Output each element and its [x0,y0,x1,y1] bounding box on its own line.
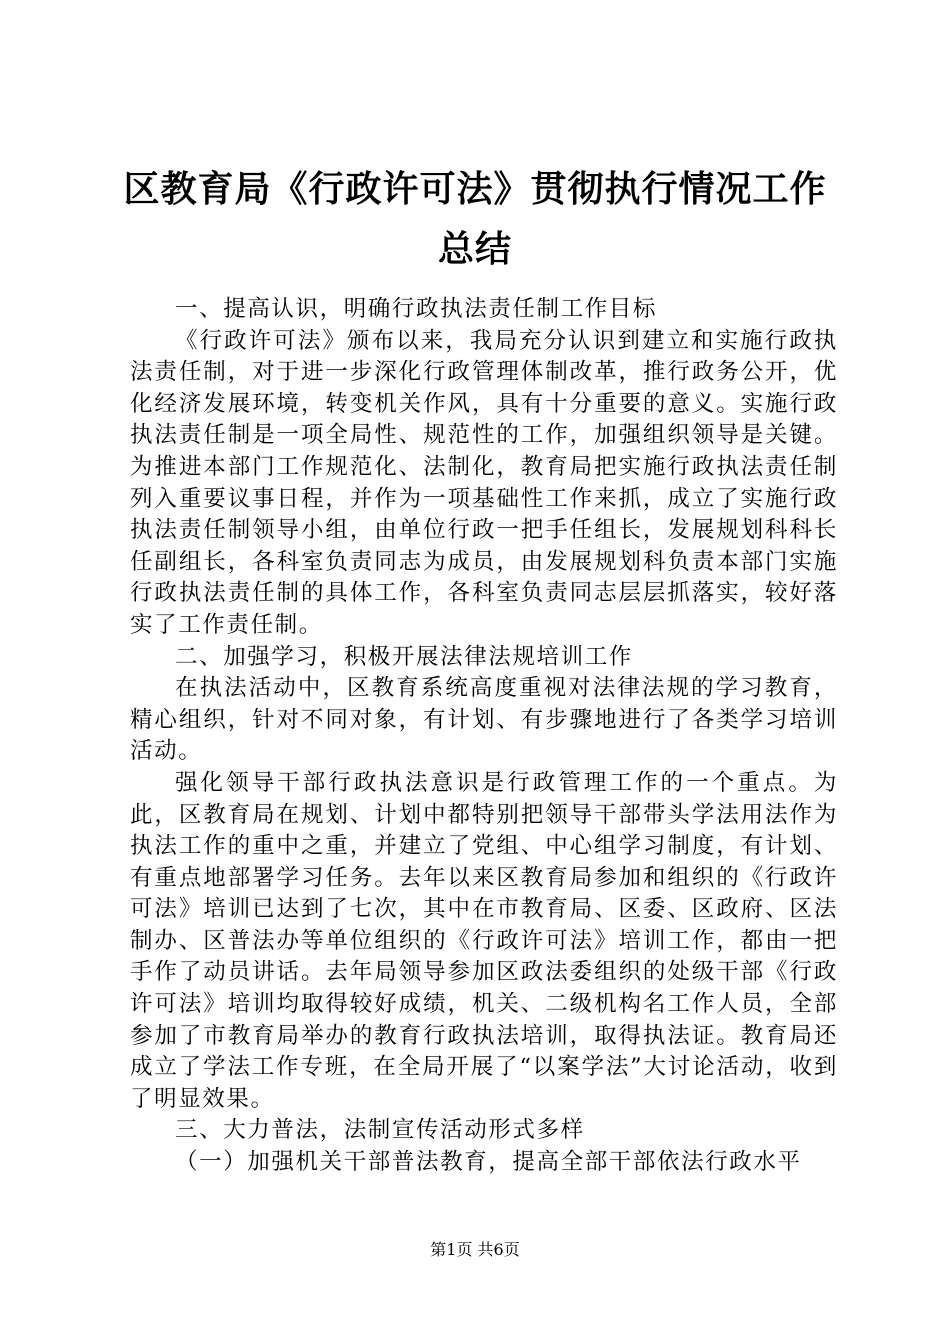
body-paragraph: 强化领导干部行政执法意识是行政管理工作的一个重点。为此，区教育局在规划、计划中都特别把领导干部带头学法用法作为执法工作的重中之重，并建立了党组、中心组学习制度，有计划、有重点地部署学习任务。去年以来区教育局参加和组织的《行政许可法》培训已达到了七次，其中在市教育局、区委、区政府、区法制办、区普法办等单位组织的《行政许可法》培训工作，都由一把手作了动员讲话。去年局领导参加区政法委组织的处级干部《行政许可法》培训均取得较好成绩，机关、二级机构名工作人员，全部参加了市教育局举办的教育行政执法培训，取得执法证。教育局还成立了学法工作专班，在全局开展了“以案学法”大讨论活动，收到了明显效果。 [130,769,838,1112]
subsection-heading: （一）加强机关干部普法教育，提高全部干部依法行政水平 [175,1149,802,1176]
section-heading-1: 一、提高认识，明确行政执法责任制工作目标 [175,296,658,322]
section-heading-3: 三、大力普法，法制宣传活动形式多样 [175,1117,585,1144]
body-paragraph: 《行政许可法》颁布以来，我局充分认识到建立和实施行政执法责任制，对于进一步深化行政管理体制改革，推行政务公开，优化经济发展环境，转变机关作风，具有十分重要的意义。实施行政执法责任制是一项全局性、规范性的工作，加强组织领导是关键。为推进本部门工作规范化、法制化，教育局把实施行政执法责任制列入重要议事日程，并作为一项基础性工作来抓，成立了实施行政执法责任制领导小组，由单位行政一把手任组长，发展规划科科长任副组长，各科室负责同志为成员，由发展规划科负责本部门实施行政执法责任制的具体工作，各科室负责同志层层抓落实，较好落实了工作责任制。 [130,327,838,638]
page-number-footer: 第1页 共6页 [430,1240,520,1259]
section-heading-2: 二、加强学习，积极开展法律法规培训工作 [175,643,633,670]
document-title: 区教育局《行政许可法》贯彻执行情况工作总结 [123,169,827,270]
document-body [130,294,838,1179]
body-paragraph: 在执法活动中，区教育系统高度重视对法律法规的学习教育，精心组织，针对不同对象，有计划、有步骤地进行了各类学习培训活动。 [130,675,838,765]
